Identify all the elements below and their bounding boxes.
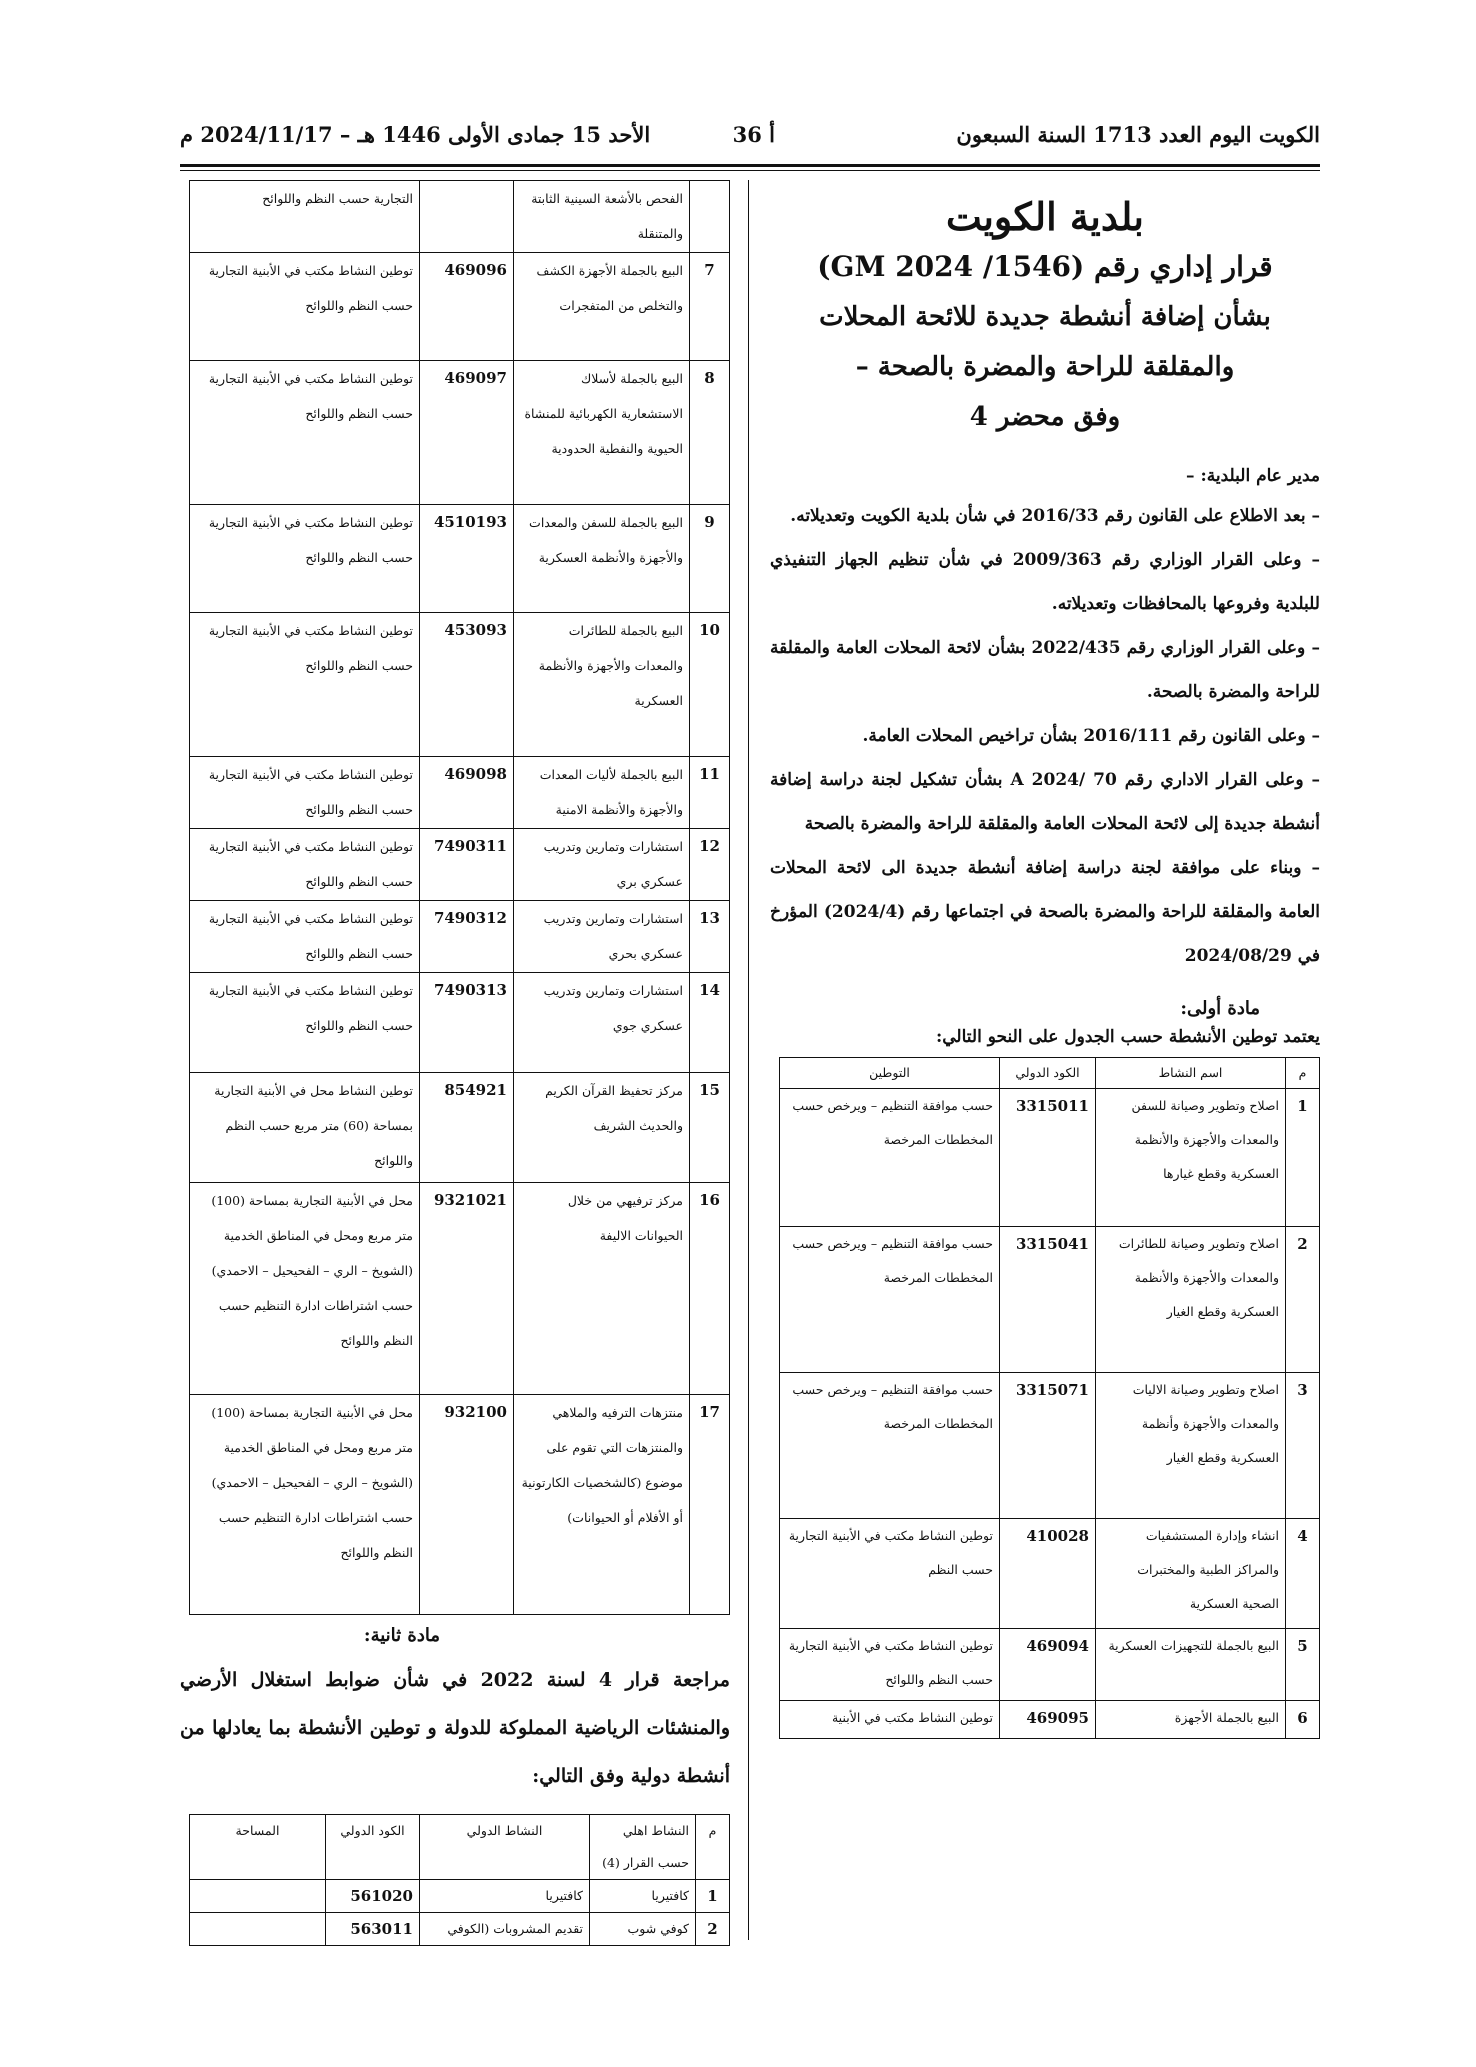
table-row xyxy=(190,505,730,613)
intl-code: 469096 xyxy=(420,253,514,361)
col-header: الكود الدولي xyxy=(326,1815,420,1880)
publication-name: الكويت اليوم العدد 1713 السنة السبعون xyxy=(956,122,1320,147)
table-row xyxy=(190,361,730,505)
intl-code: 410028 xyxy=(1000,1519,1096,1629)
table-row xyxy=(780,1519,1320,1629)
col-header: التوطين xyxy=(780,1058,1000,1089)
activity-name: منتزهات الترفيه والملاهي والمنتزهات التي تقوم على موضوع (كالشخصيات الكارتونية أو الأفلام أو الحيوانات) xyxy=(514,1395,690,1615)
local-activity: كوفي شوب xyxy=(590,1913,696,1946)
table-row xyxy=(190,1913,730,1946)
article-2-heading: مادة ثانية: xyxy=(363,1625,440,1646)
row-number: 15 xyxy=(690,1073,730,1183)
page-number: أ 36 xyxy=(732,122,775,147)
decree-title: قرار إداري رقم (GM 2024 /1546) xyxy=(817,250,1273,283)
row-number: 3 xyxy=(1286,1373,1320,1519)
preamble xyxy=(770,458,1320,978)
col-header: المساحة xyxy=(190,1815,326,1880)
localization: توطين النشاط مكتب في الأبنية التجارية حسب النظم واللوائح xyxy=(190,505,420,613)
table-row xyxy=(190,1073,730,1183)
table-row xyxy=(780,1373,1320,1519)
localization: حسب موافقة التنظيم – ويرخص حسب المخططات المرخصة xyxy=(780,1227,1000,1373)
activities-table-1 xyxy=(779,1057,1320,1739)
activity-name: البيع بالجملة الأجهزة الكشف والتخلص من المتفجرات xyxy=(514,253,690,361)
activity-name: انشاء وإدارة المستشفيات والمراكز الطبية والمختبرات الصحية العسكرية xyxy=(1096,1519,1286,1629)
intl-code: 469097 xyxy=(420,361,514,505)
activity-name: البيع بالجملة لأسلاك الاستشعارية الكهربائية للمنشاة الحيوية والنفطية الحدودية xyxy=(514,361,690,505)
activity-name: البيع بالجملة لأليات المعدات والأجهزة والأنظمة الامنية xyxy=(514,757,690,829)
localization: توطين النشاط مكتب في الأبنية التجارية حسب النظم واللوائح xyxy=(190,829,420,901)
activity-name: مركز تحفيظ القرآن الكريم والحديث الشريف xyxy=(514,1073,690,1183)
intl-activity: تقديم المشروبات (الكوفي xyxy=(420,1913,590,1946)
intl-code: 453093 xyxy=(420,613,514,757)
activity-name: مركز ترفيهي من خلال الحيوانات الاليفة xyxy=(514,1183,690,1395)
right-column xyxy=(770,180,1320,1739)
activities-table-2 xyxy=(189,180,730,1615)
localization: محل في الأبنية التجارية بمساحة (100) متر مربع ومحل في المناطق الخدمية (الشويخ – الري – الفحيحيل – الاحمدي) حسب اشتراطات ادارة التنظيم حسب النظم واللوائح xyxy=(190,1395,420,1615)
decree-subject-line-1: بشأن إضافة أنشطة جديدة للائحة المحلات xyxy=(819,302,1271,332)
authority-title: بلدية الكويت xyxy=(946,194,1144,239)
area xyxy=(190,1880,326,1913)
area xyxy=(190,1913,326,1946)
localization: التجارية حسب النظم واللوائح xyxy=(190,181,420,253)
row-number: 4 xyxy=(1286,1519,1320,1629)
activity-name: اصلاح وتطوير وصيانة الاليات والمعدات والأجهزة وأنظمة العسكرية وقطع الغيار xyxy=(1096,1373,1286,1519)
header-rule xyxy=(180,164,1320,167)
table-row xyxy=(190,1395,730,1615)
row-number: 9 xyxy=(690,505,730,613)
col-header: م xyxy=(1286,1058,1320,1089)
intl-code: 3315041 xyxy=(1000,1227,1096,1373)
issue-date: الأحد 15 جمادى الأولى 1446 هـ – 2024/11/17 م xyxy=(180,122,651,147)
preamble-item: – وعلى القرار الوزاري رقم 2022/435 بشأن لائحة المحلات العامة والمقلقة للراحة والمضرة بالصحة. xyxy=(770,638,1321,702)
activity-name: استشارات وتمارين وتدريب عسكري بحري xyxy=(514,901,690,973)
row-number: 16 xyxy=(690,1183,730,1395)
row-number: 13 xyxy=(690,901,730,973)
table-row xyxy=(190,1183,730,1395)
row-number xyxy=(690,181,730,253)
table-row xyxy=(190,829,730,901)
localization: حسب موافقة التنظيم – ويرخص حسب المخططات المرخصة xyxy=(780,1089,1000,1227)
decree-subject-line-3: وفق محضر 4 xyxy=(969,402,1121,432)
row-number: 2 xyxy=(696,1913,730,1946)
activity-name: البيع بالجملة للتجهيزات العسكرية xyxy=(1096,1629,1286,1701)
table-row xyxy=(780,1227,1320,1373)
preamble-item: – بعد الاطلاع على القانون رقم 2016/33 في شأن بلدية الكويت وتعديلاته. xyxy=(790,506,1320,526)
row-number: 2 xyxy=(1286,1227,1320,1373)
row-number: 5 xyxy=(1286,1629,1320,1701)
table-row xyxy=(780,1089,1320,1227)
row-number: 8 xyxy=(690,361,730,505)
row-number: 6 xyxy=(1286,1701,1320,1739)
column-divider xyxy=(748,180,749,1940)
table-row xyxy=(190,901,730,973)
article-1-heading: مادة أولى: xyxy=(1180,998,1260,1019)
localization: توطين النشاط مكتب في الأبنية التجارية حسب النظم واللوائح xyxy=(190,757,420,829)
intl-activity: كافتيريا xyxy=(420,1880,590,1913)
localization: محل في الأبنية التجارية بمساحة (100) متر مربع ومحل في المناطق الخدمية (الشويخ – الري – الفحيحيل – الاحمدي) حسب اشتراطات ادارة التنظيم حسب النظم واللوائح xyxy=(190,1183,420,1395)
intl-code: 7490313 xyxy=(420,973,514,1073)
activity-name: اصلاح وتطوير وصيانة للطائرات والمعدات والأجهزة والأنظمة العسكرية وقطع الغيار xyxy=(1096,1227,1286,1373)
localization: توطين النشاط مكتب في الأبنية التجارية حسب النظم واللوائح xyxy=(190,613,420,757)
activity-name: الفحص بالأشعة السينية الثابتة والمتنقلة xyxy=(514,181,690,253)
row-number: 14 xyxy=(690,973,730,1073)
activity-name: استشارات وتمارين وتدريب عسكري جوي xyxy=(514,973,690,1073)
director-line: مدير عام البلدية: – xyxy=(1186,466,1320,486)
intl-code: 7490312 xyxy=(420,901,514,973)
table-row xyxy=(190,757,730,829)
intl-code: 4510193 xyxy=(420,505,514,613)
row-number: 7 xyxy=(690,253,730,361)
table-row xyxy=(780,1701,1320,1739)
table-header-row xyxy=(780,1058,1320,1089)
article-1-lead: يعتمد توطين الأنشطة حسب الجدول على النحو التالي: xyxy=(935,1027,1320,1047)
localization: توطين النشاط محل في الأبنية التجارية بمساحة (60) متر مربع حسب النظم واللوائح xyxy=(190,1073,420,1183)
page-header xyxy=(180,122,1320,158)
row-number: 1 xyxy=(1286,1089,1320,1227)
article-2-text: مراجعة قرار 4 لسنة 2022 في شأن ضوابط استغلال الأرضي والمنشئات الرياضية المملوكة للدولة و توطين الأنشطة بما يعادلها من أنشطة دولية وفق التالي: xyxy=(180,1669,730,1787)
table-header-row xyxy=(190,1815,730,1880)
table-row xyxy=(190,253,730,361)
table-row xyxy=(190,181,730,253)
intl-code: 469095 xyxy=(1000,1701,1096,1739)
intl-code: 469098 xyxy=(420,757,514,829)
activity-name: اصلاح وتطوير وصيانة للسفن والمعدات والأجهزة والأنظمة العسكرية وقطع غيارها xyxy=(1096,1089,1286,1227)
preamble-item: – وعلى القانون رقم 2016/111 بشأن تراخيص المحلات العامة. xyxy=(862,726,1320,746)
row-number: 12 xyxy=(690,829,730,901)
table-row xyxy=(190,613,730,757)
activity-name: استشارات وتمارين وتدريب عسكري بري xyxy=(514,829,690,901)
intl-code: 561020 xyxy=(326,1880,420,1913)
table-row xyxy=(190,973,730,1073)
activity-name: البيع بالجملة للطائرات والمعدات والأجهزة والأنظمة العسكرية xyxy=(514,613,690,757)
preamble-item: – وعلى القرار الاداري رقم 70 /2024 A بشأن تشكيل لجنة دراسة إضافة أنشطة جديدة إلى لائحة المحلات العامة والمقلقة للراحة والمضرة بالصحة xyxy=(770,770,1320,834)
preamble-item: – وعلى القرار الوزاري رقم 2009/363 في شأن تنظيم الجهاز التنفيذي للبلدية وفروعها بالمحافظات وتعديلاته. xyxy=(770,550,1320,614)
row-number: 10 xyxy=(690,613,730,757)
local-activity: كافتيريا xyxy=(590,1880,696,1913)
localization: توطين النشاط مكتب في الأبنية التجارية حسب النظم واللوائح xyxy=(780,1629,1000,1701)
col-header: اسم النشاط xyxy=(1096,1058,1286,1089)
intl-code: 563011 xyxy=(326,1913,420,1946)
row-number: 17 xyxy=(690,1395,730,1615)
header-rule-thin xyxy=(180,170,1320,171)
table-row xyxy=(780,1629,1320,1701)
activities-table-3 xyxy=(189,1814,730,1946)
intl-code: 469094 xyxy=(1000,1629,1096,1701)
localization: توطين النشاط مكتب في الأبنية xyxy=(780,1701,1000,1739)
activity-name: البيع بالجملة الأجهزة xyxy=(1096,1701,1286,1739)
localization: توطين النشاط مكتب في الأبنية التجارية حسب النظم واللوائح xyxy=(190,253,420,361)
localization: توطين النشاط مكتب في الأبنية التجارية حسب النظم واللوائح xyxy=(190,361,420,505)
intl-code: 932100 xyxy=(420,1395,514,1615)
localization: توطين النشاط مكتب في الأبنية التجارية حسب النظم واللوائح xyxy=(190,901,420,973)
col-header: النشاط الدولي xyxy=(420,1815,590,1880)
intl-code: 3315011 xyxy=(1000,1089,1096,1227)
table-row xyxy=(190,1880,730,1913)
intl-code: 3315071 xyxy=(1000,1373,1096,1519)
col-header: الكود الدولي xyxy=(1000,1058,1096,1089)
col-header: م xyxy=(696,1815,730,1880)
row-number: 1 xyxy=(696,1880,730,1913)
preamble-item: – وبناء على موافقة لجنة دراسة إضافة أنشطة جديدة الى لائحة المحلات العامة والمقلقة للراحة والمضرة بالصحة في اجتماعها رقم (2024/4) المؤرخ في 2024/08/29 xyxy=(770,858,1320,966)
activity-name: البيع بالجملة للسفن والمعدات والأجهزة والأنظمة العسكرية xyxy=(514,505,690,613)
row-number: 11 xyxy=(690,757,730,829)
intl-code xyxy=(420,181,514,253)
intl-code: 7490311 xyxy=(420,829,514,901)
localization: حسب موافقة التنظيم – ويرخص حسب المخططات المرخصة xyxy=(780,1373,1000,1519)
localization: توطين النشاط مكتب في الأبنية التجارية حسب النظم واللوائح xyxy=(190,973,420,1073)
decree-subject-line-2: والمقلقة للراحة والمضرة بالصحة – xyxy=(855,352,1235,382)
intl-code: 9321021 xyxy=(420,1183,514,1395)
intl-code: 854921 xyxy=(420,1073,514,1183)
left-column xyxy=(180,180,730,1946)
localization: توطين النشاط مكتب في الأبنية التجارية حسب النظم xyxy=(780,1519,1000,1629)
col-header: النشاط اهلي حسب القرار (4) xyxy=(590,1815,696,1880)
